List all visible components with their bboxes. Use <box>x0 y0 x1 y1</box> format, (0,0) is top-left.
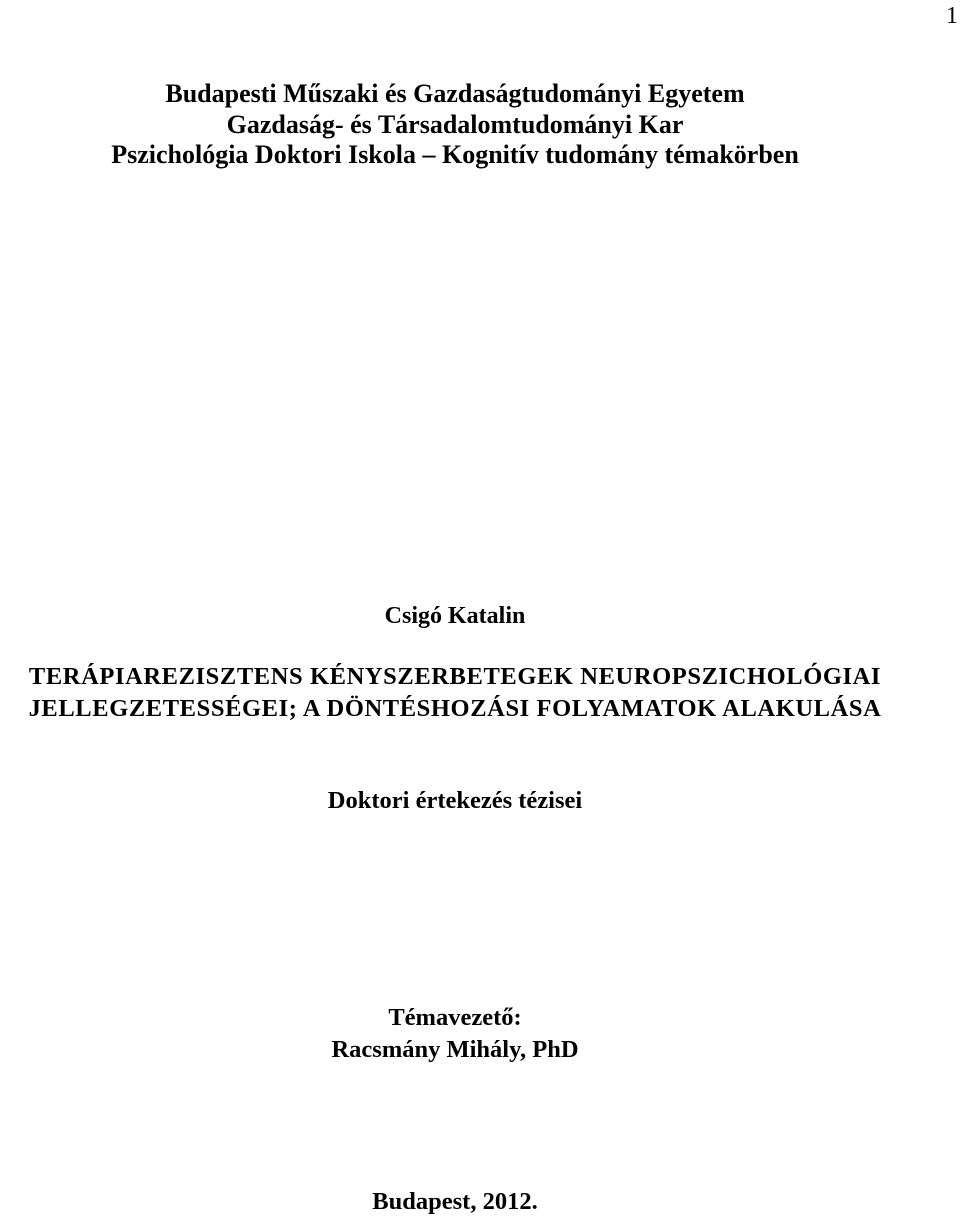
author-name: Csigó Katalin <box>384 603 526 629</box>
university-name: Budapesti Műszaki és Gazdaságtudományi Egyetem <box>165 79 745 108</box>
institution-header <box>0 79 910 171</box>
thesis-title <box>0 661 910 725</box>
supervisor-block <box>0 1002 910 1066</box>
thesis-title-line-1: TERÁPIAREZISZTENS KÉNYSZERBETEGEK NEUROPSZICHOLÓGIAI <box>28 663 882 690</box>
place-date: Budapest, 2012. <box>372 1188 538 1215</box>
page-number: 1 <box>946 3 958 29</box>
supervisor-label: Témavezető: <box>388 1004 522 1031</box>
doctoral-school: Pszichológia Doktori Iskola – Kognitív tudomány témakörben <box>111 140 799 169</box>
document-type: Doktori értekezés tézisei <box>327 787 583 814</box>
supervisor-name: Racsmány Mihály, PhD <box>331 1036 579 1063</box>
thesis-title-line-2: JELLEGZETESSÉGEI; A DÖNTÉSHOZÁSI FOLYAMATOK ALAKULÁSA <box>28 695 882 722</box>
faculty-name: Gazdaság- és Társadalomtudományi Kar <box>226 109 684 139</box>
